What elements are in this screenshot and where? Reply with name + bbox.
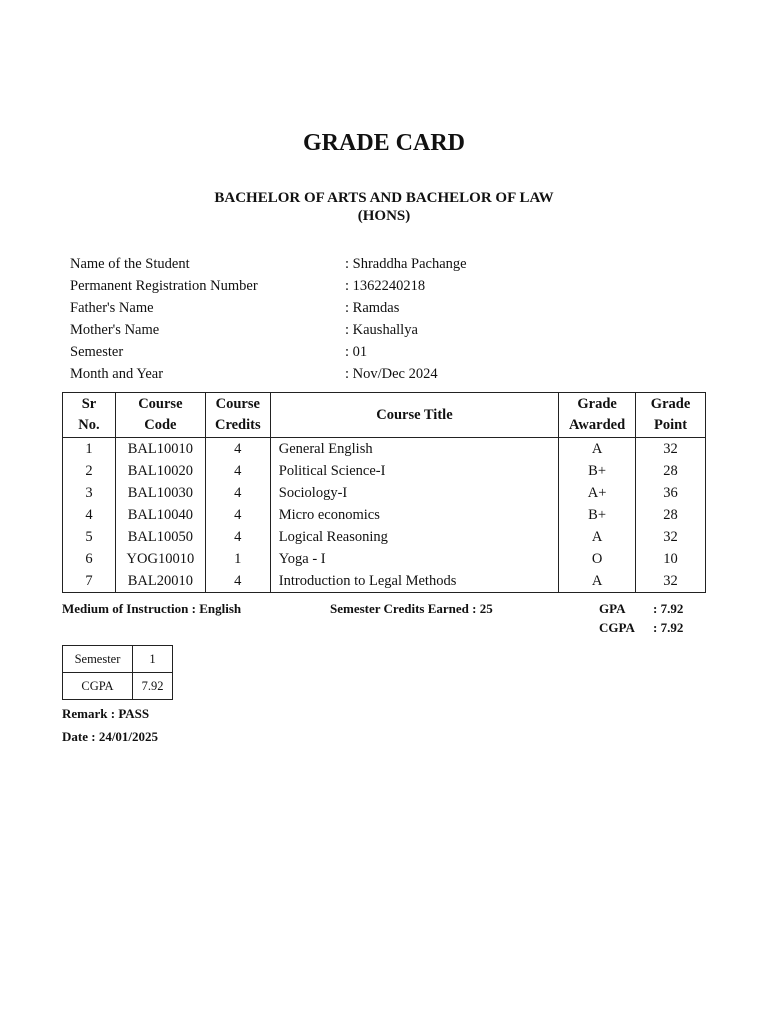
header-grade-point: Grade Point bbox=[636, 393, 706, 438]
info-value: : Nov/Dec 2024 bbox=[345, 366, 438, 382]
cell-sr: 6 bbox=[63, 548, 116, 570]
cell-grade: B+ bbox=[559, 504, 636, 526]
cell-point: 10 bbox=[636, 548, 706, 570]
cell-point: 32 bbox=[636, 526, 706, 548]
semester-credits-earned: Semester Credits Earned : 25 bbox=[330, 601, 493, 616]
info-value: : Ramdas bbox=[345, 300, 400, 316]
header-course-code: Course Code bbox=[115, 393, 205, 438]
cgpa-value-cell: 7.92 bbox=[133, 673, 173, 700]
info-row-mother bbox=[70, 319, 690, 341]
table-row bbox=[63, 570, 706, 593]
cell-grade: A bbox=[559, 570, 636, 593]
info-row-name bbox=[70, 253, 690, 275]
table-row bbox=[63, 504, 706, 526]
info-row-month-year bbox=[70, 363, 690, 385]
table-row bbox=[63, 482, 706, 504]
cell-grade: A bbox=[559, 526, 636, 548]
semester-value-cell: 1 bbox=[133, 646, 173, 673]
info-label: Name of the Student bbox=[70, 256, 190, 272]
cell-code: BAL10050 bbox=[115, 526, 205, 548]
cell-sr: 2 bbox=[63, 460, 116, 482]
table-row bbox=[63, 526, 706, 548]
header-grade-awarded: Grade Awarded bbox=[559, 393, 636, 438]
info-label: Permanent Registration Number bbox=[70, 278, 258, 294]
cell-title: Introduction to Legal Methods bbox=[270, 570, 558, 593]
cell-code: BAL10030 bbox=[115, 482, 205, 504]
cell-grade: O bbox=[559, 548, 636, 570]
cell-credits: 4 bbox=[205, 438, 270, 461]
page-title: GRADE CARD bbox=[303, 130, 465, 156]
cell-code: BAL10020 bbox=[115, 460, 205, 482]
cell-credits: 4 bbox=[205, 482, 270, 504]
cgpa-table-row bbox=[63, 646, 173, 673]
cell-sr: 1 bbox=[63, 438, 116, 461]
program-name bbox=[0, 189, 768, 225]
gpa-line bbox=[599, 601, 719, 619]
cell-title: Logical Reasoning bbox=[270, 526, 558, 548]
cell-credits: 4 bbox=[205, 570, 270, 593]
student-info bbox=[70, 253, 690, 385]
cgpa-label: CGPA bbox=[599, 620, 635, 635]
cell-sr: 7 bbox=[63, 570, 116, 593]
cell-credits: 4 bbox=[205, 504, 270, 526]
cell-title: Yoga - I bbox=[270, 548, 558, 570]
table-row bbox=[63, 548, 706, 570]
header-sr-no: Sr No. bbox=[63, 393, 116, 438]
info-value: : 1362240218 bbox=[345, 278, 426, 294]
cgpa-table-row bbox=[63, 673, 173, 700]
info-label: Mother's Name bbox=[70, 322, 160, 338]
cell-point: 28 bbox=[636, 504, 706, 526]
table-row bbox=[63, 460, 706, 482]
cell-credits: 4 bbox=[205, 526, 270, 548]
cell-code: BAL20010 bbox=[115, 570, 205, 593]
remark: Remark : PASS bbox=[62, 706, 150, 721]
issue-date: Date : 24/01/2025 bbox=[62, 729, 159, 744]
info-row-semester bbox=[70, 341, 690, 363]
info-value: : 01 bbox=[345, 344, 368, 360]
cell-point: 32 bbox=[636, 570, 706, 593]
info-label: Father's Name bbox=[70, 300, 154, 316]
cell-credits: 1 bbox=[205, 548, 270, 570]
cell-title: Micro economics bbox=[270, 504, 558, 526]
cell-code: YOG10010 bbox=[115, 548, 205, 570]
cell-point: 36 bbox=[636, 482, 706, 504]
table-row bbox=[63, 438, 706, 461]
gpa-value: : 7.92 bbox=[653, 601, 684, 616]
cell-sr: 4 bbox=[63, 504, 116, 526]
program-line-1: BACHELOR OF ARTS AND BACHELOR OF LAW bbox=[214, 190, 554, 206]
cgpa-line bbox=[599, 620, 719, 638]
info-row-father bbox=[70, 297, 690, 319]
cell-point: 32 bbox=[636, 438, 706, 461]
cell-code: BAL10010 bbox=[115, 438, 205, 461]
program-line-2: (HONS) bbox=[357, 208, 411, 224]
cell-grade: A+ bbox=[559, 482, 636, 504]
cell-credits: 4 bbox=[205, 460, 270, 482]
header-course-title: Course Title bbox=[270, 393, 558, 438]
info-label: Semester bbox=[70, 344, 124, 360]
cell-grade: B+ bbox=[559, 460, 636, 482]
cell-title: General English bbox=[270, 438, 558, 461]
grades-table bbox=[62, 392, 706, 593]
cell-sr: 3 bbox=[63, 482, 116, 504]
cgpa-table bbox=[62, 645, 173, 700]
cell-code: BAL10040 bbox=[115, 504, 205, 526]
header-course-credits: Course Credits bbox=[205, 393, 270, 438]
info-value: : Kaushallya bbox=[345, 322, 418, 338]
cell-grade: A bbox=[559, 438, 636, 461]
cell-point: 28 bbox=[636, 460, 706, 482]
table-header-row bbox=[63, 393, 706, 438]
cgpa-label-cell: CGPA bbox=[63, 673, 133, 700]
medium-of-instruction: Medium of Instruction : English bbox=[62, 601, 242, 616]
info-row-prn bbox=[70, 275, 690, 297]
cell-title: Political Science-I bbox=[270, 460, 558, 482]
info-value: : Shraddha Pachange bbox=[345, 256, 467, 272]
semester-label-cell: Semester bbox=[63, 646, 133, 673]
cell-title: Sociology-I bbox=[270, 482, 558, 504]
gpa-label: GPA bbox=[599, 601, 626, 616]
cgpa-value: : 7.92 bbox=[653, 620, 684, 635]
cell-sr: 5 bbox=[63, 526, 116, 548]
info-label: Month and Year bbox=[70, 366, 164, 382]
